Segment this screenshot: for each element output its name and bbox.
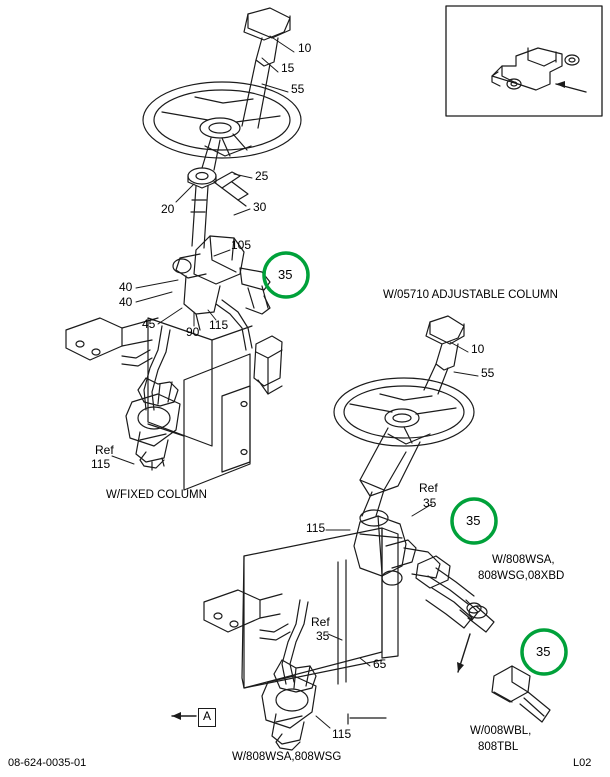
caption-adjustable-column: W/05710 ADJUSTABLE COLUMN	[383, 289, 558, 301]
caption-wsa-wsg-xbd-line1: W/808WSA,	[492, 554, 555, 566]
caption-fixed-column: W/FIXED COLUMN	[106, 489, 207, 501]
callout-115-lower: 115	[332, 727, 352, 741]
callout-90: 90	[186, 325, 200, 339]
caption-wbl-line1: W/008WBL,	[470, 725, 532, 737]
callout-20: 20	[161, 202, 175, 216]
inset-detail-box	[446, 6, 602, 116]
callout-10-fixed: 10	[298, 41, 312, 55]
callout-15: 15	[281, 61, 295, 75]
callout-115-column: 115	[306, 521, 326, 535]
callout-40-upper: 40	[119, 280, 133, 294]
footer-part-number: 08-624-0035-01	[8, 757, 87, 769]
caption-wsa-wsg-xbd-line2: 808WSG,08XBD	[478, 570, 565, 582]
caption-wsa-wsg: W/808WSA,808WSG	[232, 751, 342, 763]
callout-45: 45	[142, 317, 156, 331]
adjustable-column-assembly	[172, 316, 481, 750]
callout-ref-3: Ref	[311, 615, 330, 629]
callout-40-lower: 40	[119, 295, 133, 309]
callout-25: 25	[255, 169, 269, 183]
footer-sheet-code: L02	[573, 757, 592, 769]
callout-105: 105	[231, 238, 252, 252]
balloon-markers	[264, 253, 566, 674]
fixed-column-assembly	[66, 8, 301, 490]
balloon-label-35-fixed: 35	[278, 267, 293, 282]
callout-65: 65	[373, 657, 387, 671]
callout-55-adjustable: 55	[481, 366, 495, 380]
callout-55-fixed: 55	[291, 82, 305, 96]
callout-30: 30	[253, 200, 267, 214]
callout-35-ref-lower: 35	[316, 629, 330, 643]
callout-115-ref-1: 115	[91, 457, 111, 471]
callout-115-switch: 115	[209, 318, 229, 332]
detail-marker-a-label: A	[203, 709, 212, 723]
callout-35-ref-upper: 35	[423, 496, 437, 510]
callout-ref-1: Ref	[95, 443, 114, 457]
callout-10-adjustable: 10	[471, 342, 485, 356]
caption-wbl-line2: 808TBL	[478, 741, 519, 753]
balloon-label-35-wsa: 35	[466, 513, 481, 528]
callout-ref-2: Ref	[419, 481, 438, 495]
balloon-label-35-wbl: 35	[536, 644, 551, 659]
